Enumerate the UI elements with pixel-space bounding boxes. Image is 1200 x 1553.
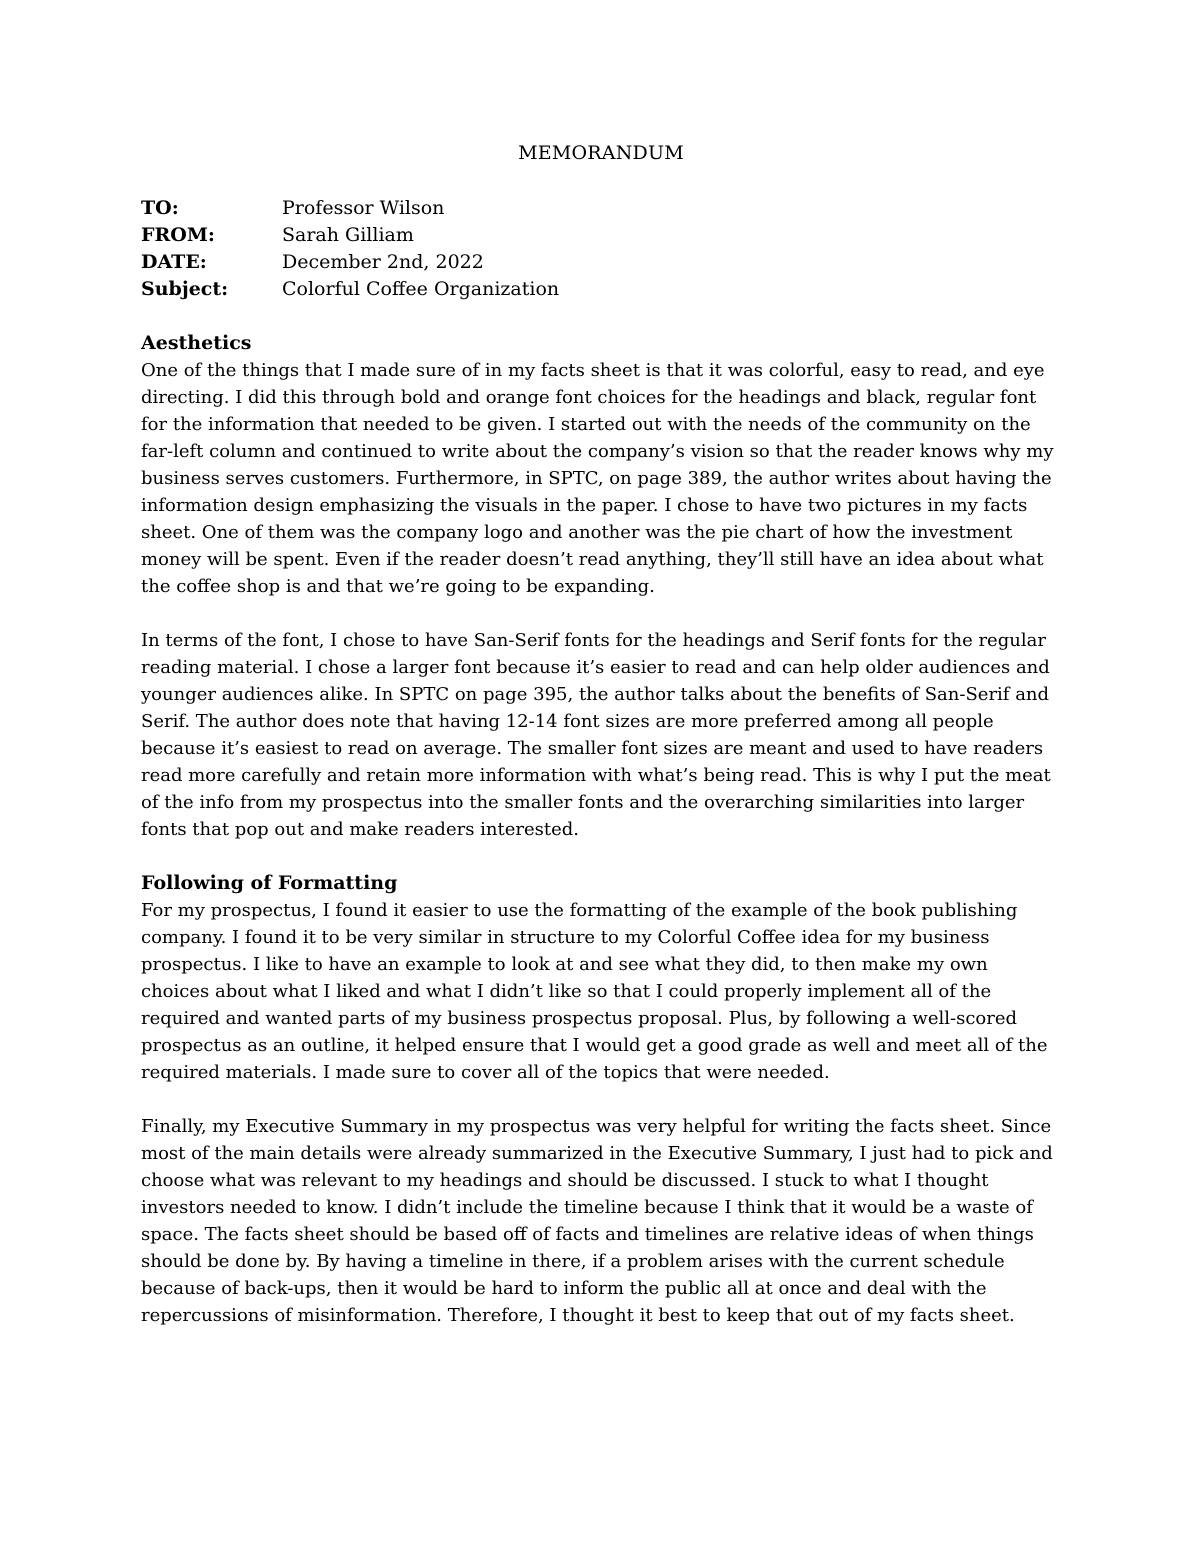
body-paragraph: Finally, my Executive Summary in my prospectus was very helpful for writing the facts sheet. Since most of the main details were already summarized in the Executive Summary, I just had to pick and choose what was relevant to my headings and should be discussed. I stuck to what I thought investors needed to know. I didn’t include the timeline because I think that it would be a waste of space. The facts sheet should be based off of facts and timelines are relative ideas of when things should be done by. By having a timeline in there, if a problem arises with the current schedule because of back-ups, then it would be hard to inform the public all at once and deal with the repercussions of misinformation. Therefore, I thought it best to keep that out of my facts sheet. xyxy=(141,1116,1053,1326)
paragraph-spacer xyxy=(141,1086,1061,1113)
section-spacer xyxy=(141,843,1061,870)
memo-header xyxy=(141,195,1061,303)
header-row-date xyxy=(141,249,1061,276)
header-value: Colorful Coffee Organization xyxy=(282,278,560,300)
header-label: DATE: xyxy=(141,251,207,273)
body-paragraph: In terms of the font, I chose to have San-Serif fonts for the headings and Serif fonts for the regular reading material. I chose a larger font because it’s easier to read and can help older audiences and younger audiences alike. In SPTC on page 395, the author talks about the benefits of San-Serif and Serif. The author does note that having 12-14 font sizes are more preferred among all people because it’s easiest to read on average. The smaller font sizes are meant and used to have readers read more carefully and retain more information with what’s being read. This is why I put the meat of the info from my prospectus into the smaller fonts and the overarching similarities into larger fonts that pop out and make readers interested. xyxy=(141,630,1051,840)
header-value: Professor Wilson xyxy=(282,197,445,219)
memo-title: MEMORANDUM xyxy=(518,142,684,164)
body-paragraph: For my prospectus, I found it easier to use the formatting of the example of the book publishing company. I found it to be very similar in structure to my Colorful Coffee idea for my business prospectus. I like to have an example to look at and see what they did, to then make my own choices about what I liked and what I didn’t like so that I could properly implement all of the required and wanted parts of my business prospectus proposal. Plus, by following a well-scored prospectus as an outline, it helped ensure that I would get a good grade as well and meet all of the required materials. I made sure to cover all of the topics that were needed. xyxy=(141,900,1048,1083)
header-value: December 2nd, 2022 xyxy=(282,251,484,273)
paragraph-spacer xyxy=(141,600,1061,627)
memo-page xyxy=(141,140,1061,1329)
header-row-to xyxy=(141,195,1061,222)
header-row-from xyxy=(141,222,1061,249)
section-heading: Aesthetics xyxy=(141,332,252,354)
section-heading: Following of Formatting xyxy=(141,872,398,894)
header-label: TO: xyxy=(141,197,179,219)
section-following-of-formatting xyxy=(141,870,1061,1329)
body-paragraph: One of the things that I made sure of in my facts sheet is that it was colorful, easy to read, and eye directing. I did this through bold and orange font choices for the headings and black, regular font for the information that needed to be given. I started out with the needs of the community on the far-left column and continued to write about the company’s vision so that the reader knows why my business serves customers. Furthermore, in SPTC, on page 389, the author writes about having the information design emphasizing the visuals in the paper. I chose to have two pictures in my facts sheet. One of them was the company logo and another was the pie chart of how the investment money will be spent. Even if the reader doesn’t read anything, they’ll still have an idea about what the coffee shop is and that we’re going to be expanding. xyxy=(141,360,1054,597)
header-value: Sarah Gilliam xyxy=(282,224,414,246)
section-aesthetics xyxy=(141,330,1061,843)
header-label: Subject: xyxy=(141,278,229,300)
header-row-subject xyxy=(141,276,1061,303)
header-label: FROM: xyxy=(141,224,215,246)
